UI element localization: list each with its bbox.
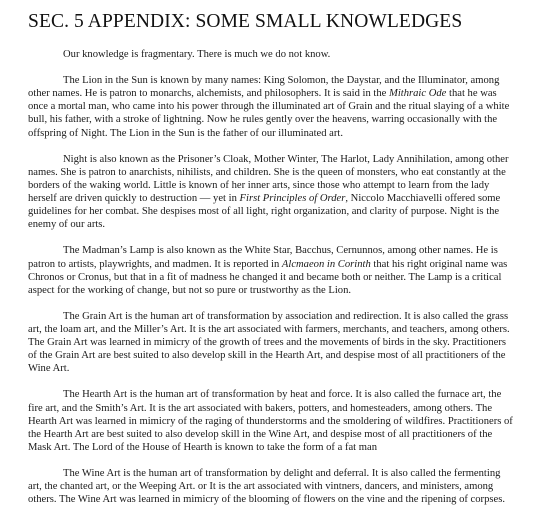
paragraph-text: Our knowledge is fragmentary. There is much we do not know. — [63, 49, 331, 60]
cited-work-title: Mithraic Ode — [389, 88, 447, 100]
paragraph — [28, 388, 514, 453]
document-body — [28, 48, 514, 506]
paragraph — [28, 74, 514, 139]
paragraph-text: The Hearth Art is the human art of transformation by heat and force. It is also called the furnace art, the fire art, and the Smith’s Art. It is the art associated with bakers, potters, and homesteaders, among others. The Hearth Art was learned in mimicry of the raging of thunderstorms and the smoldering of wildfires. Practitioners of the Hearth Art are best suited to also develop skill in the Wine Art, and despise most of all practitioners of the Mask Art. The Lord of the House of Hearth is known to take the form of a fat man — [28, 389, 513, 453]
section-title: SEC. 5 APPENDIX: SOME SMALL KNOWLEDGES — [28, 11, 463, 32]
paragraph-text: The Lion in the Sun is known by many names: King Solomon, the Daystar, and the Illuminator, among other names. He is patron to monarchs, alchemists, and philosophers. It is said in the — [28, 75, 500, 100]
paragraph-text: that he was once a mortal man, who came into his power through the illuminated art of Grain and the ritual slaying of a white bull, his father, with a stroke of lightning. Now he rules gently over the heavens, warring occasionally with the offspring of Night. The Lion in the Sun is the father of our illuminated art. — [28, 88, 510, 139]
paragraph-text: The Wine Art is the human art of transformation by delight and deferral. It is also called the fermenting art, the chanted art, or the Weeping Art. or It is the art associated with vintners, dancers, and ministers, among others. The Wine Art was learned in mimicry of the blooming of flowers on the vine and the ripening of corpses. — [28, 468, 505, 506]
paragraph-text: , Niccolo Macchiavelli offered some guidelines for her combat. She despises most of all light, right organization, and clarity of purpose. Night is the enemy of our arts. — [28, 193, 501, 231]
paragraph — [28, 310, 514, 375]
cited-work-title: Alcmaeon in Corinth — [281, 258, 371, 270]
paragraph-text: The Grain Art is the human art of transformation by association and redirection. It is also called the grass art, the loam art, and the Miller’s Art. It is the art associated with farmers, merchants, and teachers, among others. The Grain Art was learned in mimicry of the growth of trees and the movements of birds in the sky. Practitioners of the Grain Art are best suited to also develop skill in the Hearth Art, and despise most of all practitioners of the Wine Art. — [28, 310, 510, 375]
cited-work-title: First Principles of Order — [239, 193, 346, 205]
paragraph — [28, 153, 514, 232]
paragraph — [28, 244, 514, 296]
paragraph-text: Night is also known as the Prisoner’s Cloak, Mother Winter, The Harlot, Lady Annihilation, among other names. She is patron to anarchists, nihilists, and children. She is the queen of monsters, who eat constantly at the borders of the waking world. Little is known of her inner arts, since those who attempt to learn from the lady herself are driven quickly to destruction — yet in — [28, 153, 509, 205]
paragraph — [28, 467, 514, 506]
paragraph-text: The Madman’s Lamp is also known as the White Star, Bacchus, Cernunnos, among other names. He is patron to artists, playwrights, and madmen. It is reported in — [28, 245, 498, 270]
paragraph-text: that his right original name was Chronos or Cronus, but that in a fit of madness he changed it and became both or neither. The Lamp is a critical aspect for the working of change, but not so pure or trustworthy as the Lion. — [28, 258, 508, 296]
paragraph — [28, 48, 514, 61]
